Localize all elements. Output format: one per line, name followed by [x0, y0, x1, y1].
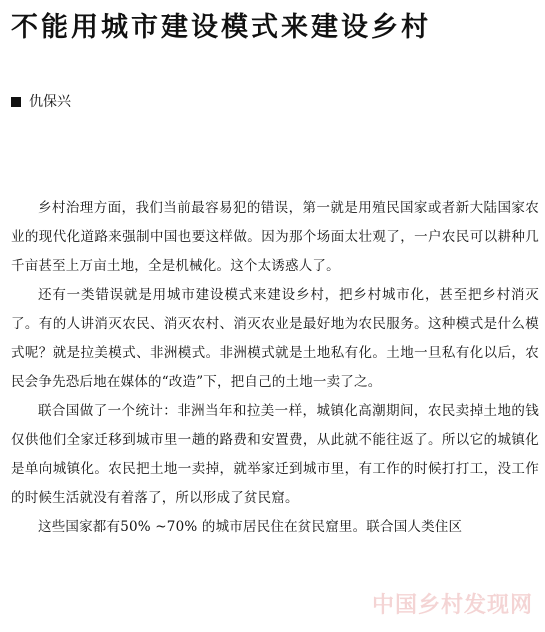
- author-name: 仇保兴: [29, 94, 71, 110]
- author-byline: [11, 92, 71, 112]
- paragraph-2: 还有一类错误就是用城市建设模式来建设乡村，把乡村城市化，甚至把乡村消灭了。有的人讲消灭农民、消灭农村、消灭农业是最好地为农民服务。这种模式是什么模式呢？就是拉美模式、非洲模式。非洲模式就是土地私有化。土地一旦私有化以后，农民会争先恐后地在媒体的“改造”下，把自己的土地一卖了之。: [11, 287, 539, 390]
- paragraph-4: 这些国家都有50% ~70% 的城市居民住在贫民窟里。联合国人类住区: [38, 519, 463, 535]
- black-square-icon: [11, 97, 21, 107]
- site-watermark: 中国乡村发现网: [371, 593, 533, 618]
- article-body: [11, 194, 539, 542]
- paragraph-3: 联合国做了一个统计：非洲当年和拉美一样，城镇化高潮期间，农民卖掉土地的钱仅供他们全家迁移到城市里一趟的路费和安置费，从此就不能往返了。所以它的城镇化是单向城镇化。农民把土地一卖掉，就举家迁到城市里，有工作的时候打打工，没工作的时候生活就没有着落了，所以形成了贫民窟。: [11, 403, 539, 506]
- paragraph-1: 乡村治理方面，我们当前最容易犯的错误，第一就是用殖民国家或者新大陆国家农业的现代化道路来强制中国也要这样做。因为那个场面太壮观了，一户农民可以耕种几千亩甚至上万亩土地，全是机械化。这个太诱惑人了。: [11, 200, 539, 274]
- article-title: 不能用城市建设模式来建设乡村: [11, 12, 431, 43]
